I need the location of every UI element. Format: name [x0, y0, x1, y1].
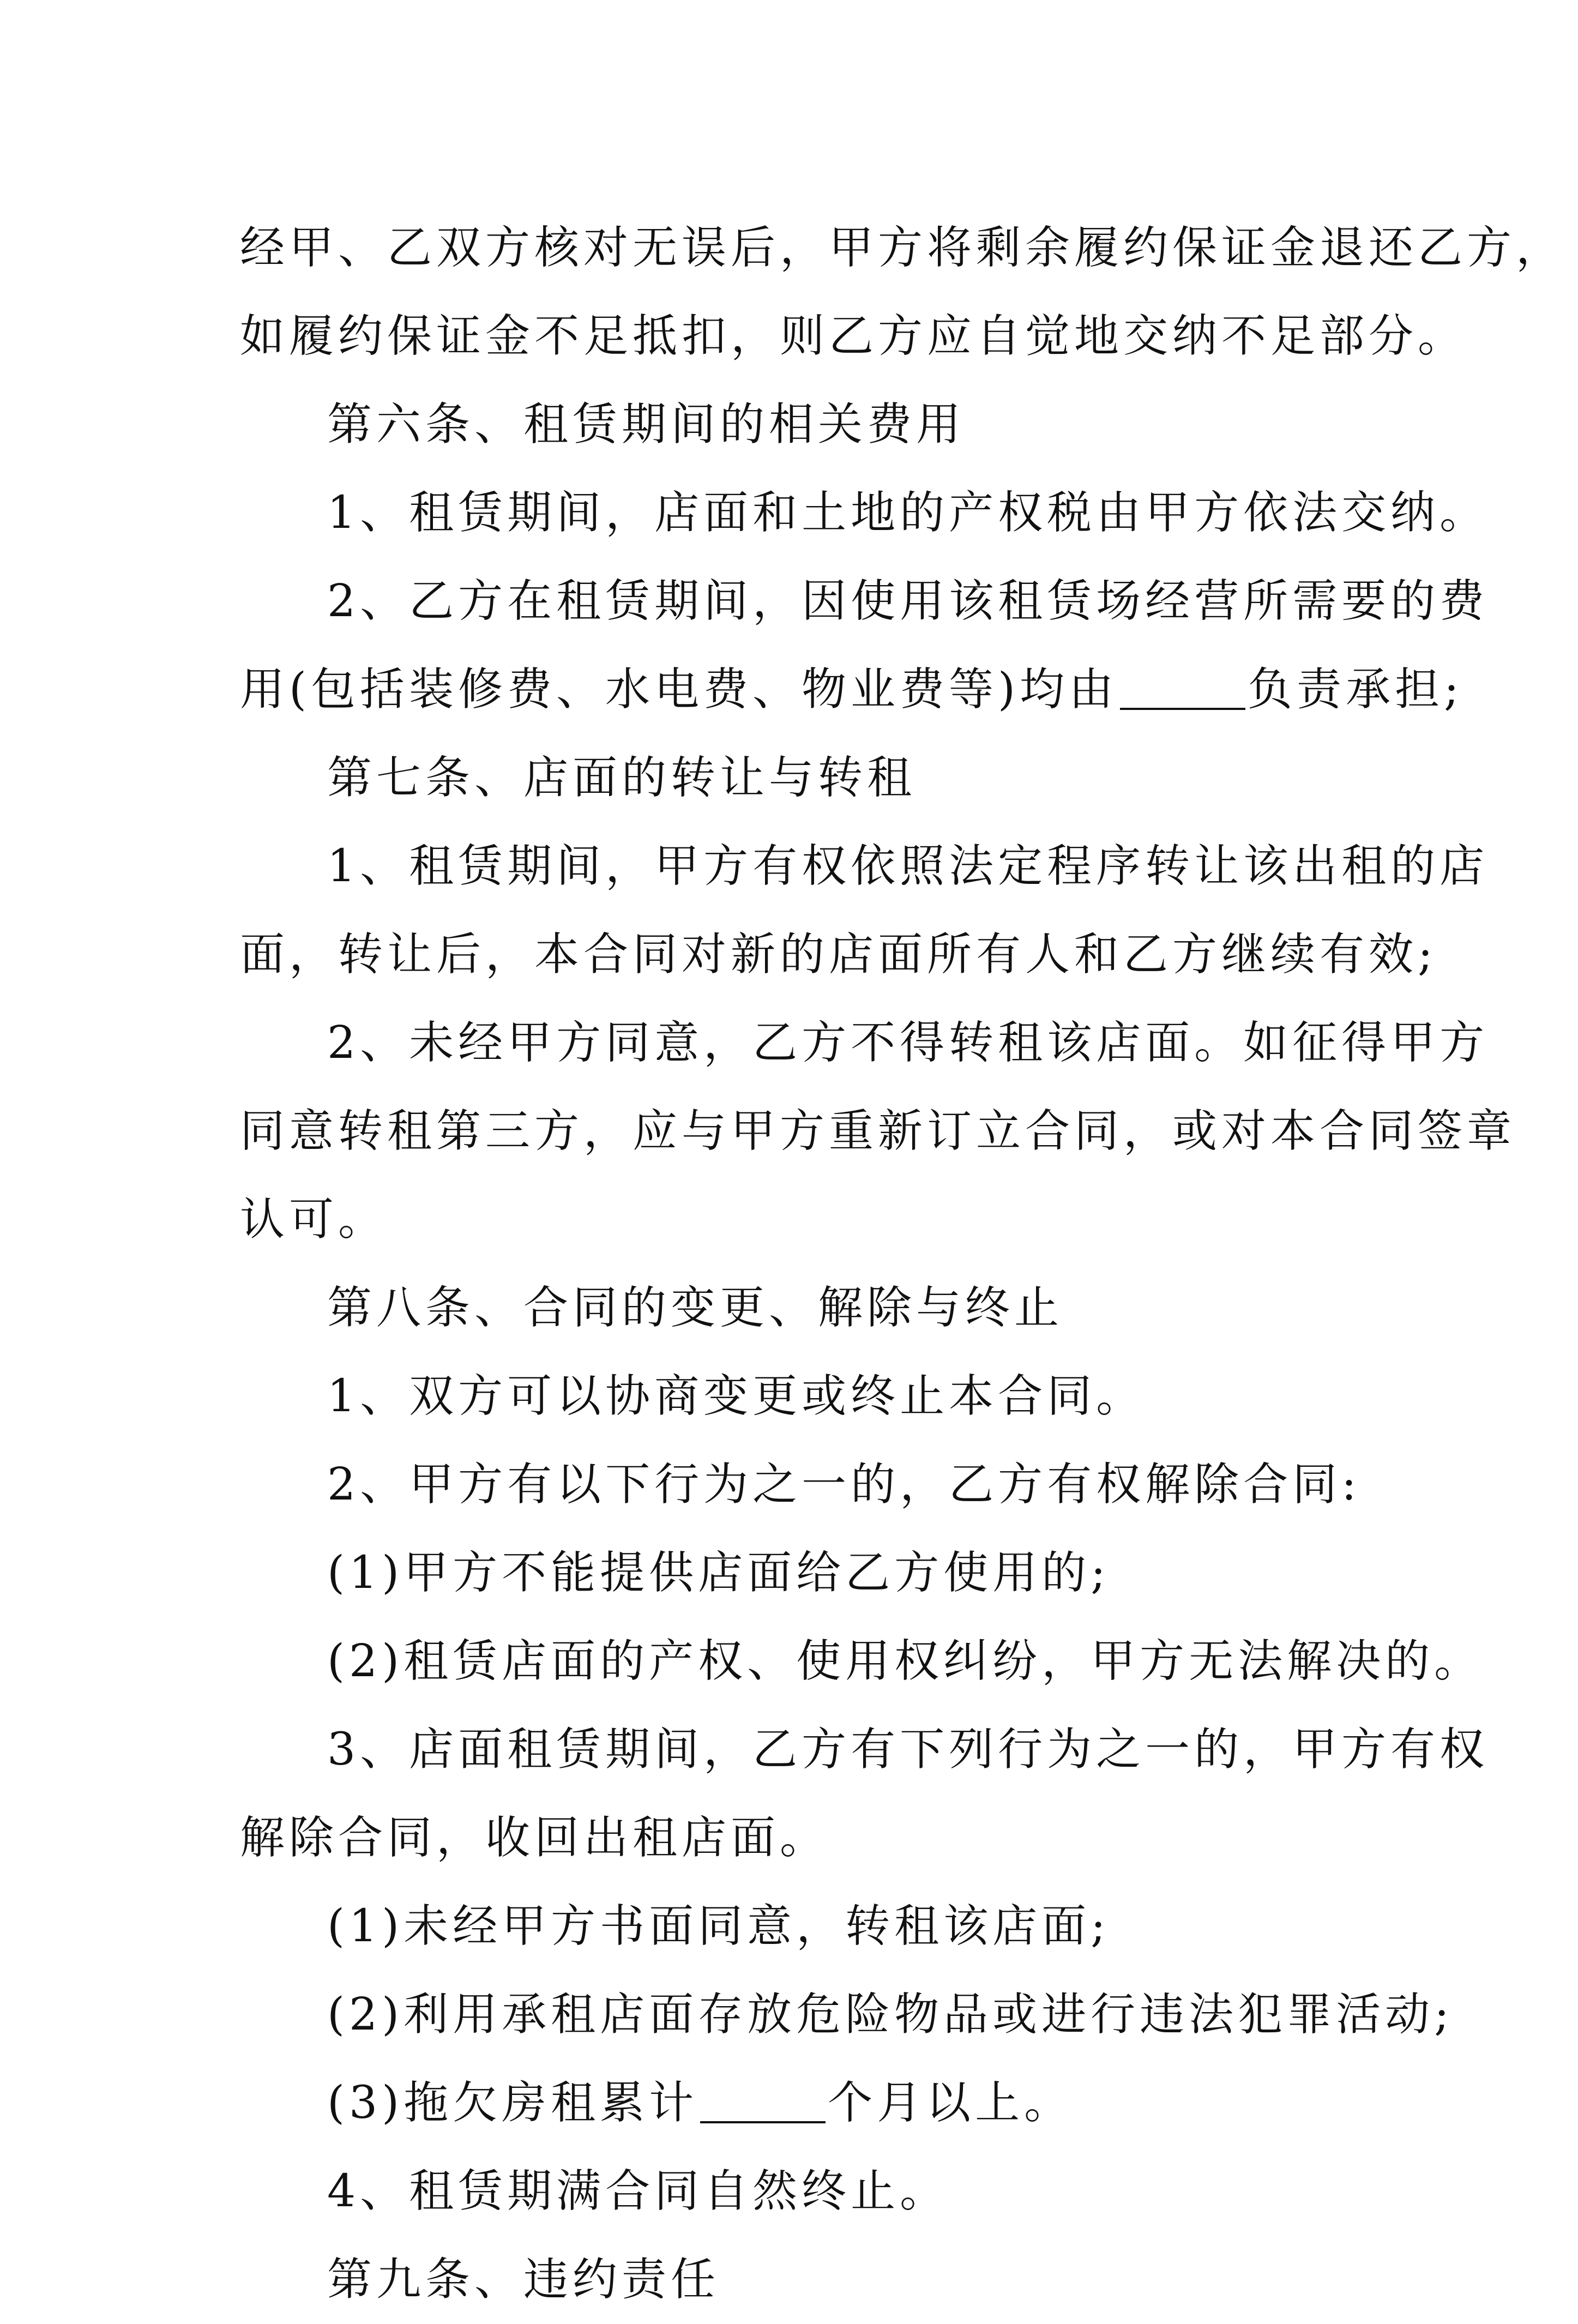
- paragraph-line: 面，转让后，本合同对新的店面所有人和乙方继续有效;: [240, 929, 1437, 980]
- paragraph-line: 2、未经甲方同意，乙方不得转租该店面。如征得甲方: [327, 1017, 1489, 1069]
- paragraph-line: 认可。: [240, 1194, 388, 1245]
- paragraph-line: (2)租赁店面的产权、使用权纠纷，甲方无法解决的。: [327, 1635, 1484, 1687]
- paragraph-line: (2)利用承租店面存放危险物品或进行违法犯罪活动;: [327, 1989, 1454, 2040]
- paragraph-line: 用(包括装修费、水电费、物业费等)均由 负责承担;: [240, 664, 1463, 715]
- paragraph-line: 同意转租第三方，应与甲方重新订立合同，或对本合同签章: [240, 1105, 1516, 1157]
- paragraph-line: 1、租赁期间，甲方有权依照法定程序转让该出租的店: [327, 840, 1489, 892]
- article-heading: 第八条、合同的变更、解除与终止: [327, 1282, 1064, 1334]
- fill-in-blank: [1120, 706, 1245, 710]
- paragraph-line: (3)拖欠房租累计 个月以上。: [327, 2077, 1074, 2129]
- article-heading: 第九条、违约责任: [327, 2254, 720, 2305]
- paragraph-line: 3、店面租赁期间，乙方有下列行为之一的，甲方有权: [327, 1724, 1489, 1775]
- article-heading: 第七条、店面的转让与转租: [327, 752, 917, 804]
- paragraph-line: 2、乙方在租赁期间，因使用该租赁场经营所需要的费: [327, 575, 1489, 627]
- paragraph-line: (1)甲方不能提供店面给乙方使用的;: [327, 1547, 1110, 1599]
- paragraph-line: (1)未经甲方书面同意，转租该店面;: [327, 1900, 1110, 1952]
- paragraph-line: 4、租赁期满合同自然终止。: [327, 2165, 949, 2217]
- article-heading: 第六条、租赁期间的相关费用: [327, 399, 966, 450]
- paragraph-line: 1、双方可以协商变更或终止本合同。: [327, 1370, 1146, 1422]
- fill-in-blank: [700, 2119, 826, 2123]
- paragraph-line: 经甲、乙双方核对无误后，甲方将剩余履约保证金退还乙方，: [240, 222, 1565, 274]
- contract-text-body: [240, 204, 1565, 2324]
- paragraph-line: 2、甲方有以下行为之一的，乙方有权解除合同:: [327, 1459, 1361, 1510]
- paragraph-line: 1、租赁期间，店面和土地的产权税由甲方依法交纳。: [327, 487, 1489, 539]
- paragraph-line: 解除合同，收回出租店面。: [240, 1812, 829, 1864]
- paragraph-line: 如履约保证金不足抵扣，则乙方应自觉地交纳不足部分。: [240, 310, 1467, 362]
